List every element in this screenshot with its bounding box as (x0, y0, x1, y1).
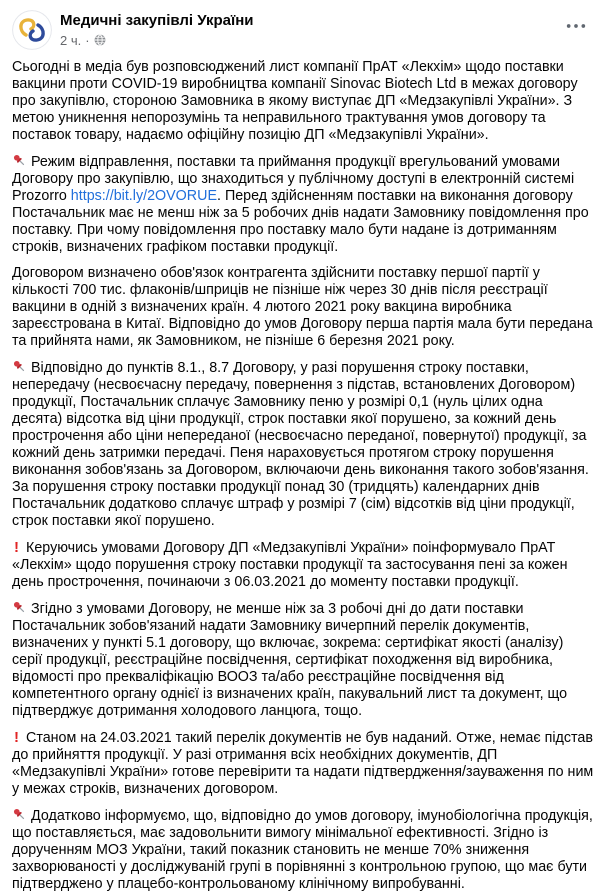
paragraph-penalty-terms (12, 359, 594, 530)
post-header (12, 10, 594, 50)
paragraph-intro (12, 59, 594, 144)
post-body (12, 59, 594, 893)
paragraph-text: Відповідно до пунктів 8.1., 8.7 Договору, у разі порушення строку поставки, непередачу (несвоєчасну передачу, повернення з підстав, встановлених Договором) продукції, Постачальник сплачує Замовнику пеню у розмірі 0,1 (нуль цілих одна десята) відсотка від ціни продукції, строк поставки якої порушено, за кожний день прострочення або ціни непереданої (несвоєчасно переданої, повернутої) продукції, за кожний день затримки передачі. Пеня нараховується протягом строку порушення виконання зобов'язань за Договором, включаючи день виконання такого зобов'язання. За порушення строку поставки продукції понад 30 (тридцять) календарних днів Постачальник додатково сплачує штраф у розмірі 7 (сім) відсотків від ціни продукції, строк поставки якої порушено. (12, 360, 589, 529)
header-info (60, 10, 254, 49)
paragraph-text: Договором визначено обов'язок контрагента здійснити поставку першої партії у кількості 700 тис. флаконів/шприців не пізніше ніж через 30 днів після реєстрації вакцини в одній з визначених країн. 4 лютого 2021 року вакцина виробника зареєстрована в Китаї. Відповідно до умов Договору перша партія мала бути передана та прийнята нами, як Замовником, не пізніше 6 березня 2021 року. (12, 265, 593, 349)
paragraph-text: . Перед здійсненням поставки на виконання договору Постачальник має не менш ніж за 5 робочих днів надати Замовнику повідомлення про поставку. При чому повідомлення про поставку мало бути надане із дотриманням строків, визначених графіком поставки продукції. (12, 188, 589, 255)
paragraph-text: Сьогодні в медіа був розповсюджений лист компанії ПрАТ «Лекхім» щодо поставки вакцини проти COVID-19 виробництва компанії Sinovac Biotech Ltd в межах договору про закупівлю, стороною Замовника в якому виступає ДП «Медзакупівлі України». З метою уникнення непорозумінь та неправильного трактування умов договору та поставок товару, надаємо офіційну позицію ДП «Медзакупівлі України». (12, 59, 578, 143)
globe-privacy-icon (94, 34, 106, 50)
post-options-button[interactable] (560, 14, 592, 38)
paragraph-text: Додатково інформуємо, що, відповідно до умов договору, імунобіологічна продукція, що поставляється, має задовольнити вимогу мінімальної ефективності. Згідно із дорученням МОЗ України, такий показник становить не менше 70% зниження захворюваності у досліджуваній групі в порівнянні з контрольною групою, що має бути підтверджено у плацебо-контрольованому клінічному випробуванні. (12, 808, 593, 892)
paragraph-text: Режим відправлення, поставки та приймання продукції врегульований умовами Договору про закупівлю, що знаходиться у публічному доступі в електронній системі Prozorro (12, 154, 575, 204)
pushpin-icon (12, 600, 27, 615)
paragraph-documents-missing (12, 729, 594, 798)
prozorro-link[interactable]: https://bit.ly/2OVORUE (70, 188, 217, 204)
paragraph-efficacy (12, 807, 594, 893)
pushpin-icon (12, 359, 27, 374)
exclamation-icon: ! (14, 539, 19, 556)
post-meta (60, 33, 254, 50)
timestamp[interactable]: 2 ч. (60, 33, 82, 49)
paragraph-text: Керуючись умовами Договору ДП «Медзакупівлі України» поінформувало ПрАТ «Лекхім» щодо порушення строку поставки продукції та застосування пені за кожен день прострочення, починаючи з 06.03.2021 до моменту поставки продукції. (12, 540, 568, 590)
paragraph-penalty-applied (12, 539, 594, 591)
page-avatar[interactable] (12, 10, 52, 50)
paragraph-text: Згідно з умовами Договору, не менше ніж за 3 робочі дні до дати поставки Постачальник зобов'язаний надати Замовнику вичерпний перелік документів, визначених у пункті 5.1 договору, що включає, зокрема: сертифікат якості (аналізу) серії продукції, реєстраційне посвідчення, сертифікат походження від виробника, відомості про прекваліфікацію ВООЗ та/або реєстраційне посвідчення від компетентного органу однієї із визначених країн, пакувальний лист та документ, що підтверджує дотримання холодового ланцюга, тощо. (12, 601, 568, 719)
meta-separator: · (85, 33, 90, 49)
paragraph-shipping-terms (12, 153, 594, 256)
exclamation-icon: ! (14, 729, 19, 746)
paragraph-documents-required (12, 600, 594, 720)
paragraph-text: Станом на 24.03.2021 такий перелік документів не був наданий. Отже, немає підстав до прийняття продукції. У разі отримання всіх необхідних документів, ДП «Медзакупівлі України» готове перевірити та надати підтвердження/зауваження по ним у межах строків, визначених договором. (12, 730, 594, 797)
pushpin-icon (12, 153, 27, 168)
three-dots-icon (565, 22, 587, 30)
pushpin-icon (12, 807, 27, 822)
paragraph-first-batch (12, 265, 594, 350)
page-name[interactable]: Медичні закупівлі України (60, 12, 254, 29)
